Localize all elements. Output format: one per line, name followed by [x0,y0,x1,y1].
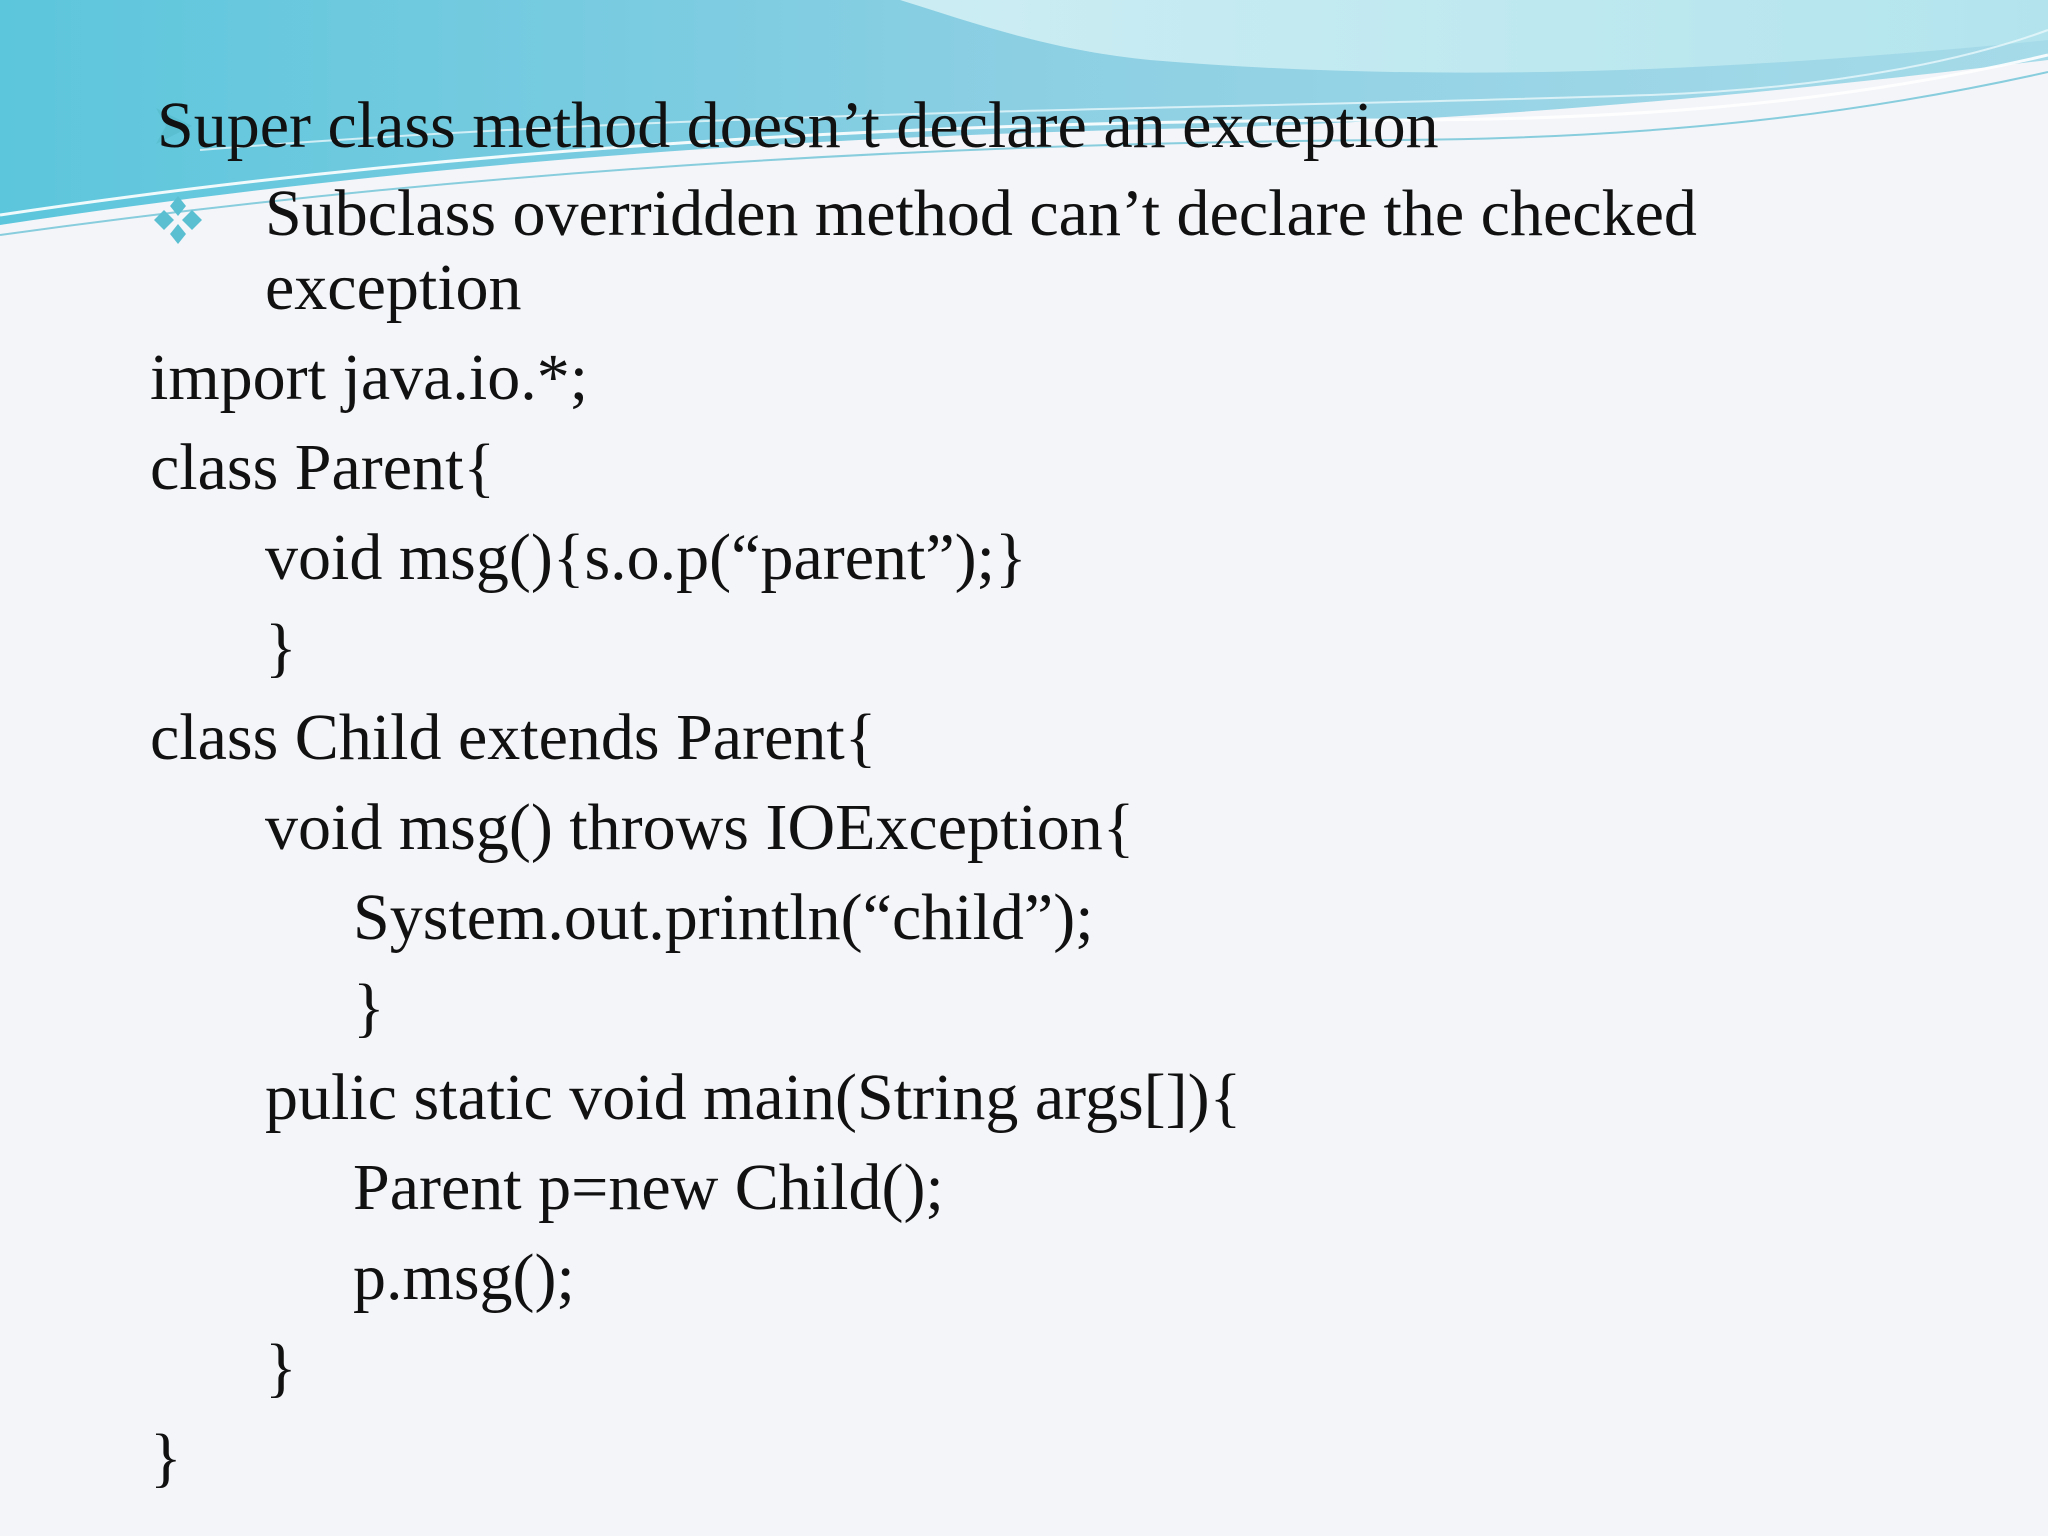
code-line: } [265,611,297,684]
code-line: pulic static void main(String args[]){ [265,1061,1242,1134]
code-line: } [150,1421,182,1494]
bullet-text-line-1: Subclass overridden method can’t declare the checked [265,177,1697,250]
code-line: import java.io.*; [150,341,589,414]
code-line: } [353,971,385,1044]
code-line: System.out.println(“child”); [353,881,1094,954]
code-line: void msg(){s.o.p(“parent”);} [265,521,1027,594]
bullet-text-line-2: exception [265,251,522,324]
code-line: void msg() throws IOException{ [265,791,1135,864]
code-line: p.msg(); [353,1241,575,1314]
code-line: class Child extends Parent{ [150,701,877,774]
code-line: Parent p=new Child(); [353,1151,944,1224]
slide-heading: Super class method doesn’t declare an exception [157,89,1439,162]
four-diamond-bullet-icon [150,192,206,248]
code-line: class Parent{ [150,431,496,504]
code-line: } [265,1331,297,1404]
